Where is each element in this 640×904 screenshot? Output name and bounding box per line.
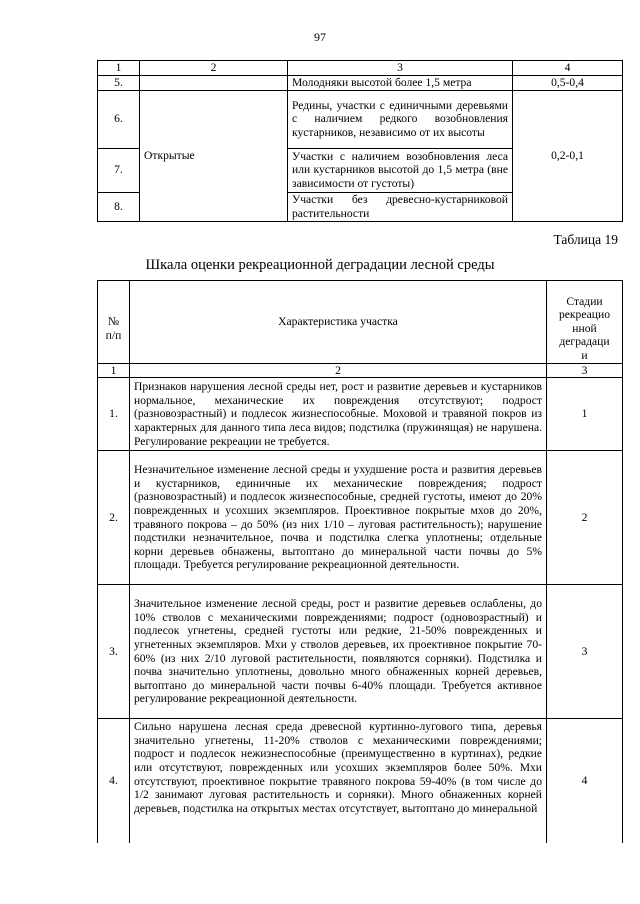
row-number: 8. <box>98 192 140 221</box>
table-label: Таблица 19 <box>553 232 618 247</box>
header-stage <box>547 281 623 364</box>
table-title: Шкала оценки рекреационной деградации лесной среды <box>145 257 495 273</box>
row-number: 4. <box>98 719 130 843</box>
column-index: 1 <box>98 61 140 76</box>
table-index-row <box>98 363 623 378</box>
row-description: Незначительное изменение лесной среды и ухудшение роста и развития деревьев и кустарников, единичные их механические повреждения; подрост (разновозрастный) и подлесок жизнеспособные, средней густоты, имеют до 20% поврежденных и усохших экземпляров. Проективное покрытые мхов до 20%, травяного покрова – до 50% (из них 1/10 – луговая растительность); нарушение подстилки незначительное, почва и подстилка слегка уплотнены; отдельные корни деревьев обнажены, вытоптано до минеральной части почвы до 5% площади. Требуется регулирование рекреационной деятельности. <box>130 451 547 585</box>
table-row <box>98 378 623 451</box>
row-number: 5. <box>98 75 140 90</box>
row-number: 6. <box>98 90 140 148</box>
table-row <box>98 719 623 843</box>
column-index: 2 <box>130 363 547 378</box>
column-index: 2 <box>140 61 288 76</box>
row-number: 7. <box>98 148 140 192</box>
column-index: 3 <box>547 363 623 378</box>
row-number: 3. <box>98 585 130 719</box>
row-description: Значительное изменение лесной среды, рост и развитие деревьев ослаблены, до 10% стволов с механическими повреждениями; подрост (одновозрастный) и подлесок угнетены, средней густоты или редкие, 21-50% поврежденных и угнетенных экземпляров. Мхи у стволов деревьев, их проективное покрытие 70-60% (из них 2/10 луговой растительности, появляются сорняки). Подстилка и почва значительно уплотнены, довольно много обнаженных корней деревьев, вытоптано до минеральной части почвы 6-40% площади. Требуется активное регулирование рекреационной деятельности. <box>130 585 547 719</box>
degradation-scale-table <box>97 280 623 843</box>
header-characteristic: Характеристика участка <box>130 281 547 364</box>
column-index: 1 <box>98 363 130 378</box>
row-value: 0,5-0,4 <box>513 75 623 90</box>
row-description: Редины, участки с единичными деревьями с наличием редкого возобновления кустарников, независимо от их высоты <box>288 90 513 148</box>
row-description: Признаков нарушения лесной среды нет, рост и развитие деревьев и кустарников нормальное, механические их повреждения отсутствуют; подрост (разновозрастный) и подлесок жизнеспособные. Моховой и травяной покров из характерных для данного типа леса видов; подстилка (пружинящая) не нарушена. Регулирование рекреации не требуется. <box>130 378 547 451</box>
row-description: Участки с наличием возобновления леса или кустарников высотой до 1,5 метра (вне зависимости от густоты) <box>288 148 513 192</box>
header-number-label: № п/п <box>105 314 122 342</box>
row-stage: 4 <box>547 719 623 843</box>
row-stage: 3 <box>547 585 623 719</box>
header-number <box>98 281 130 364</box>
row-category <box>140 75 288 90</box>
row-value: 0,2-0,1 <box>513 90 623 221</box>
table-row <box>98 90 623 148</box>
row-stage: 2 <box>547 451 623 585</box>
table-row <box>98 585 623 719</box>
header-stage-label: Стадии рекреацио нной деградаци и <box>558 294 610 362</box>
table-row <box>98 451 623 585</box>
column-index: 3 <box>288 61 513 76</box>
row-number: 1. <box>98 378 130 451</box>
table-row <box>98 75 623 90</box>
table-header-row <box>98 281 623 364</box>
table-index-row <box>98 61 623 76</box>
openness-table <box>97 60 623 222</box>
row-stage: 1 <box>547 378 623 451</box>
row-category: Открытые <box>140 90 288 221</box>
row-number: 2. <box>98 451 130 585</box>
row-description: Молодняки высотой более 1,5 метра <box>288 75 513 90</box>
page-number: 97 <box>314 30 326 44</box>
column-index: 4 <box>513 61 623 76</box>
row-description: Участки без древесно-кустарниковой растительности <box>288 192 513 221</box>
row-description: Сильно нарушена лесная среда древесной куртинно-лугового типа, деревья значительно угнетены, 11-20% стволов с механическими повреждениями; подрост и подлесок нежизнеспособные (преимущественно в куртинах), редкие или отсутствуют, поврежденных или усохших экземпляров более 50%. Мхи отсутствуют, проективное покрытие травяного покрова 59-40% (в том числе до 1/2 занимают луговая растительность и сорняки). Много обнаженных корней деревьев, подстилка на открытых местах отсутствует, вытоптано до минеральной <box>130 719 547 843</box>
